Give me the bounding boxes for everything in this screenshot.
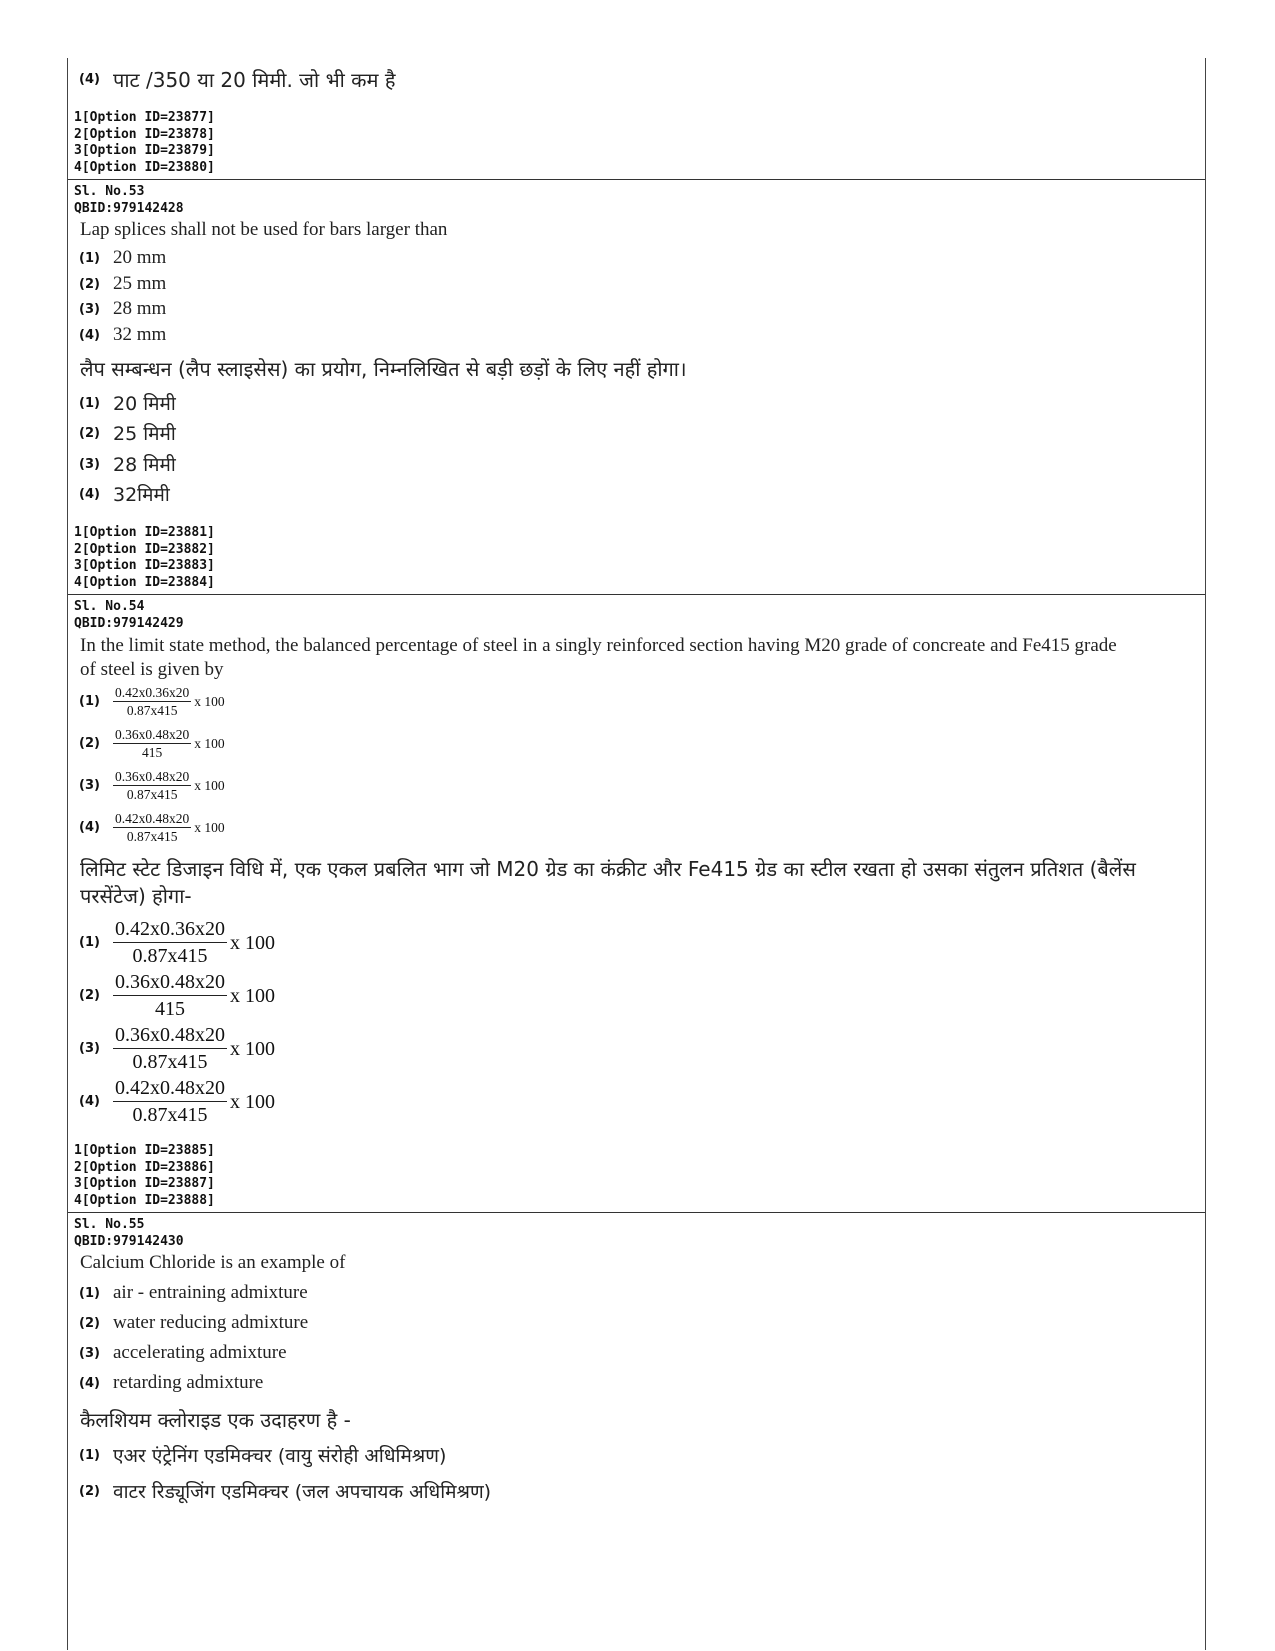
numerator: 0.36x0.48x20 [115,727,190,742]
multiplier: x 100 [230,1090,275,1113]
option-id-list [68,110,215,176]
option-4-hindi [68,1075,275,1128]
denominator: 0.87x415 [132,1051,208,1073]
numerator: 0.42x0.48x20 [115,811,190,826]
option-number: (2) [79,1315,100,1331]
option-text: water reducing admixture [113,1312,309,1333]
option-1-english [68,1282,308,1304]
option-number: (2) [79,276,100,292]
question-header [68,599,184,632]
option-text: 32मिमी [113,484,170,506]
option-id-list [68,525,215,591]
qbid: QBID:979142429 [74,615,184,631]
serial-number: Sl. No.53 [74,184,145,199]
denominator: 415 [142,745,163,760]
fraction [113,768,191,803]
option-number: (1) [79,694,100,709]
option-id: 4[Option ID=23880] [74,159,215,175]
option-2-english [68,726,225,761]
option-text: 32 mm [113,324,167,345]
option-id: 4[Option ID=23888] [74,1192,215,1208]
numerator: 0.36x0.48x20 [113,1022,227,1049]
option-4-english [68,810,225,845]
option-4-english [68,1372,263,1394]
question-header [68,1217,184,1250]
denominator: 0.87x415 [126,787,178,802]
question-text-hindi [68,856,1136,910]
option-id: 2[Option ID=23878] [74,126,215,142]
option-id: 3[Option ID=23887] [74,1176,215,1191]
denominator: 415 [155,998,185,1020]
option-text: 20 मिमी [113,393,176,415]
option-id: 2[Option ID=23886] [74,1159,215,1175]
option-number: (1) [79,395,100,411]
option-3-english [68,1342,287,1364]
qbid: QBID:979142430 [74,1233,184,1249]
fraction [113,1022,227,1075]
question-line: of steel is given by [80,659,224,680]
numerator: 0.42x0.48x20 [113,1075,227,1102]
option-4-english [68,324,166,346]
multiplier: x 100 [230,1037,275,1060]
option-4-hindi [68,481,170,507]
option-2-hindi [68,1478,491,1504]
option-id: 4[Option ID=23884] [74,574,215,590]
option-1-hindi [68,1442,446,1468]
option-text: 28 mm [113,298,167,319]
option-number: (1) [79,250,100,266]
option-id: 1[Option ID=23885] [74,1143,215,1158]
numerator: 0.36x0.48x20 [113,969,227,996]
question-line: In the limit state method, the balanced percentage of steel in a singly reinforced section having M20 grade of concreate and Fe415 grade [80,635,1117,656]
denominator: 0.87x415 [126,703,178,718]
option-1-hindi [68,916,275,969]
option-number: (3) [79,778,100,793]
option-id: 3[Option ID=23883] [74,558,215,573]
option-id-list [68,1143,215,1209]
question-paper-page [67,58,1206,1650]
option-number: (4) [79,72,100,87]
serial-number: Sl. No.55 [74,1217,145,1232]
fraction [113,969,227,1022]
serial-number: Sl. No.54 [74,599,145,614]
qbid: QBID:979142428 [74,200,184,216]
option-number: (4) [79,486,100,502]
question-text-hindi: लैप सम्बन्धन (लैप स्लाइसेस) का प्रयोग, निम्नलिखित से बड़ी छड़ों के लिए नहीं होगा। [80,357,687,381]
option-text: पाट /350 या 20 मिमी. जो भी कम है [113,68,396,92]
question-54 [68,594,1205,1213]
option-text: accelerating admixture [113,1342,287,1363]
option-2-english [68,1312,308,1334]
fraction [113,810,191,845]
question-line: लिमिट स्टेट डिजाइन विधि में, एक एकल प्रबलित भाग जो M20 ग्रेड का कंक्रीट और Fe415 ग्रेड का स्टील रखता हो उसका संतुलन प्रतिशत (बैलेंस [80,857,1136,881]
option-id: 1[Option ID=23881] [74,525,215,540]
numerator: 0.42x0.36x20 [113,916,227,943]
question-text-hindi: कैलशियम क्लोराइड एक उदाहरण है - [80,1408,351,1432]
option-number: (1) [79,1447,100,1463]
option-id: 1[Option ID=23877] [74,110,215,125]
option-number: (2) [79,425,100,441]
option-number: (3) [79,456,100,472]
option-number: (2) [79,988,100,1003]
option-1-english [68,684,225,719]
option-3-english [68,768,225,803]
option-number: (4) [79,1094,100,1109]
multiplier: x 100 [230,984,275,1007]
question-header [68,184,184,217]
option-number: (3) [79,1345,100,1361]
question-line: परसेंटेज) होगा- [80,884,192,908]
option-1-hindi [68,390,176,416]
fraction [113,1075,227,1128]
option-id: 2[Option ID=23882] [74,541,215,557]
option-number: (4) [79,327,100,343]
multiplier: x 100 [194,820,225,835]
multiplier: x 100 [230,931,275,954]
question-text-english [68,634,1117,682]
multiplier: x 100 [194,778,225,793]
option-text: 28 मिमी [113,454,176,476]
option-text: retarding admixture [113,1372,264,1393]
fraction [113,726,191,761]
option-1-english [68,247,166,269]
fraction [113,684,191,719]
option-number: (4) [79,820,100,835]
denominator: 0.87x415 [132,945,208,967]
question-text-english: Lap splices shall not be used for bars larger than [80,219,448,240]
question-53 [68,179,1205,595]
option-3-hindi [68,451,176,477]
option-2-english [68,273,166,295]
option-number: (3) [79,301,100,317]
option-text: एअर एंट्रेनिंग एडमिक्चर (वायु संरोही अधिमिश्रण) [113,1445,447,1467]
option-text: 20 mm [113,247,167,268]
option-id: 3[Option ID=23879] [74,143,215,158]
multiplier: x 100 [194,694,225,709]
numerator: 0.36x0.48x20 [115,769,190,784]
option-text: 25 मिमी [113,423,176,445]
question-text-english: Calcium Chloride is an example of [80,1252,346,1273]
option-4-hindi [68,66,395,93]
option-text: वाटर रिड्यूजिंग एडमिक्चर (जल अपचायक अधिमिश्रण) [113,1481,492,1503]
denominator: 0.87x415 [132,1104,208,1126]
option-3-hindi [68,1022,275,1075]
option-number: (1) [79,1285,100,1301]
denominator: 0.87x415 [126,829,178,844]
numerator: 0.42x0.36x20 [115,685,190,700]
option-number: (1) [79,935,100,950]
option-3-english [68,298,166,320]
option-number: (3) [79,1041,100,1056]
question-55 [68,1212,1205,1650]
option-text: air - entraining admixture [113,1282,308,1303]
option-number: (2) [79,1483,100,1499]
option-text: 25 mm [113,273,167,294]
option-2-hindi [68,969,275,1022]
option-2-hindi [68,420,176,446]
fraction [113,916,227,969]
question-52-tail [68,58,1205,180]
option-number: (4) [79,1375,100,1391]
multiplier: x 100 [194,736,225,751]
option-number: (2) [79,736,100,751]
